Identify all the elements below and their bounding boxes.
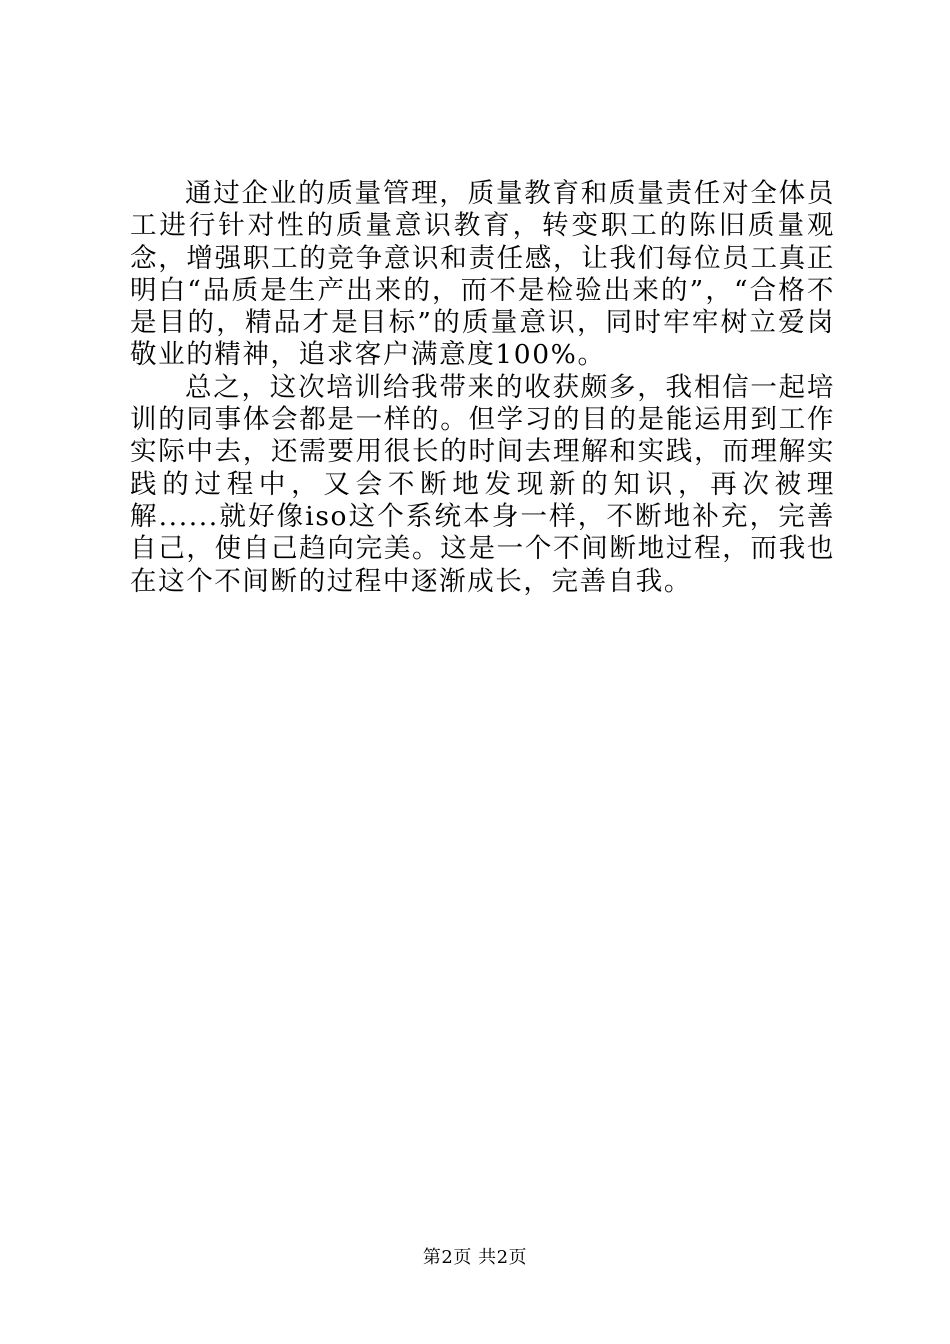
paragraph-quality-awareness: 通过企业的质量管理，质量教育和质量责任对全体员工进行针对性的质量意识教育，转变职工的陈旧质量观念，增强职工的竞争意识和责任感，让我们每位员工真正明白“品质是生产出来的，而不是检验出来的”，“合格不是目的，精品才是目标”的质量意识，同时牢牢树立爱岗敬业的精神，追求客户满意度100%。 xyxy=(130,178,835,371)
page-number-footer: 第2页 共2页 xyxy=(422,1247,528,1268)
paragraph-training-summary: 总之，这次培训给我带来的收获颇多，我相信一起培训的同事体会都是一样的。但学习的目的是能运用到工作实际中去，还需要用很长的时间去理解和实践，而理解实践的过程中，又会不断地发现新的知识，再次被理解......就好像iso这个系统本身一样，不断地补充，完善自己，使自己趋向完美。这是一个不间断地过程，而我也在这个不间断的过程中逐渐成长，完善自我。 xyxy=(130,371,835,597)
document-body xyxy=(130,178,835,598)
